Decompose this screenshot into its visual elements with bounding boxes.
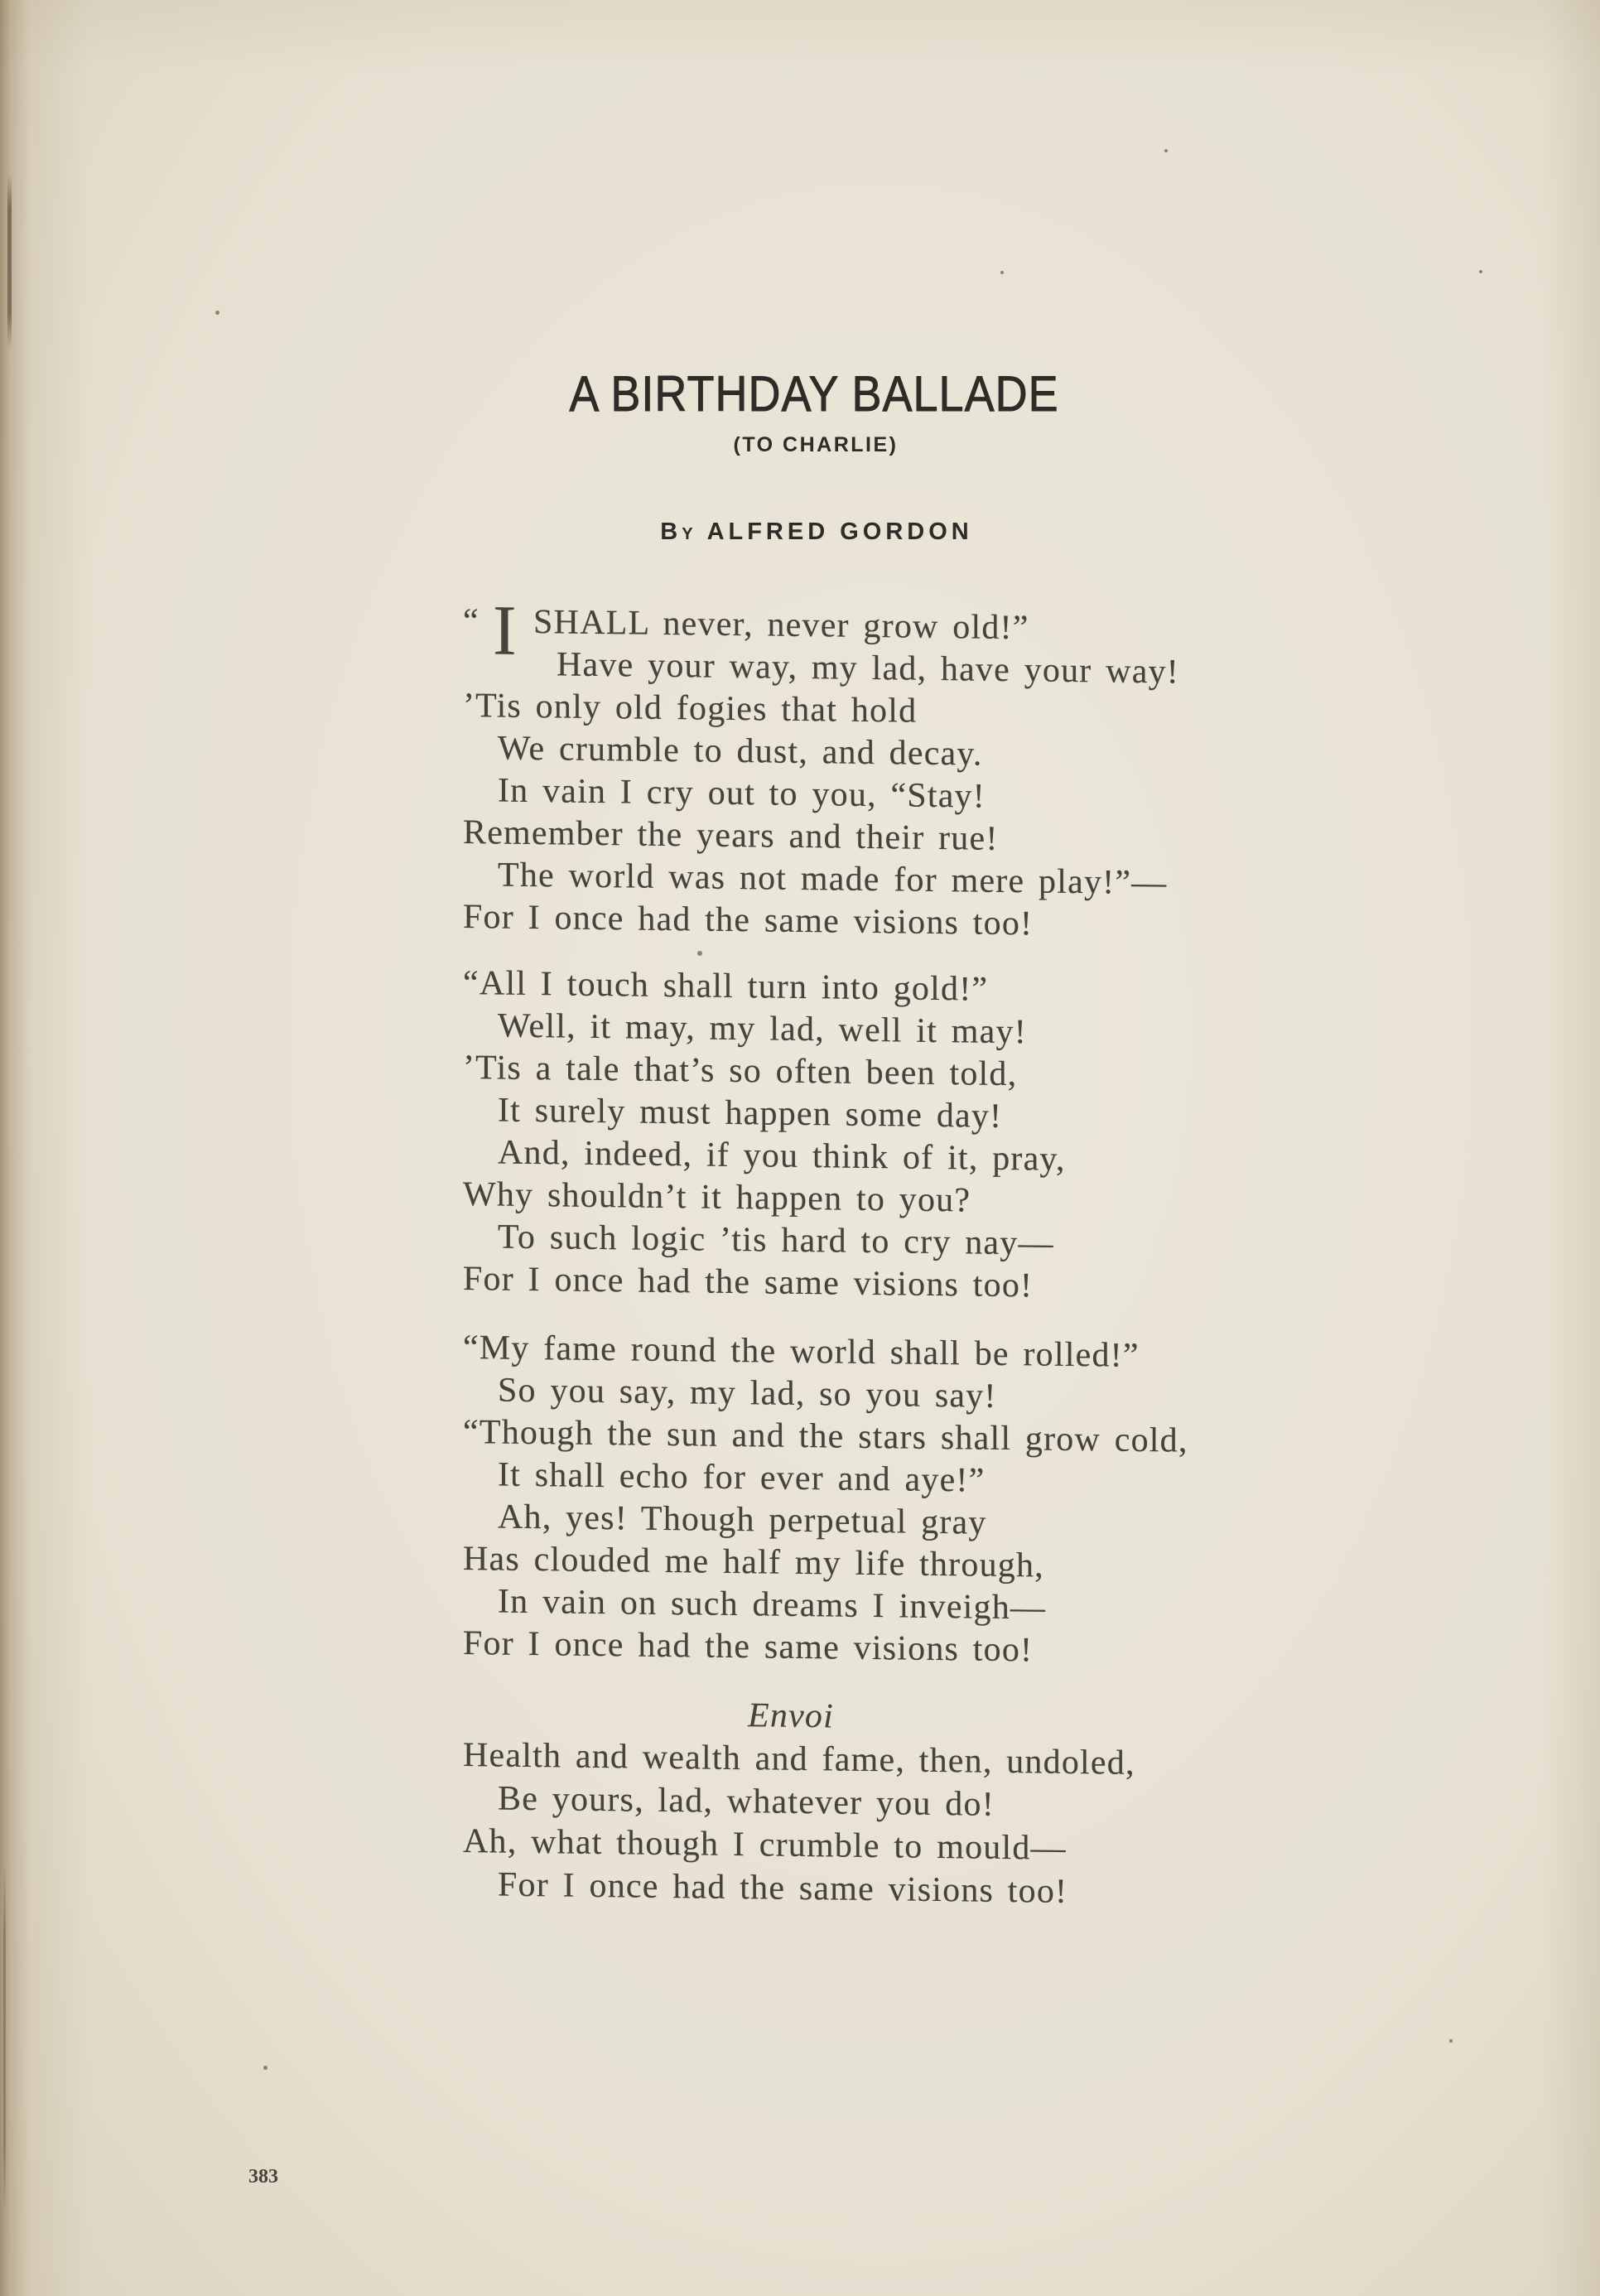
- stanza: [463, 1327, 1188, 1674]
- envoi-heading: Envoi: [748, 1696, 834, 1736]
- poem-line: For I once had the same visions too!: [498, 1865, 1068, 1911]
- stanza: [463, 962, 1066, 1308]
- stanza: [463, 590, 1179, 948]
- poem-line: It surely must happen some day!: [498, 1091, 1003, 1136]
- paper-speck: [1449, 2039, 1453, 2043]
- poem-line: ’Tis only old fogies that hold: [463, 687, 918, 731]
- poem-body: [463, 0, 1291, 2296]
- poem-line: To such logic ’tis hard to cry nay—: [498, 1218, 1054, 1263]
- paper-speck: [1479, 270, 1482, 273]
- poem-line: In vain on such dreams I inveigh—: [498, 1582, 1047, 1628]
- page-binding-edge: [7, 174, 12, 348]
- poem-line: Have your way, my lad, have your way!: [557, 645, 1179, 692]
- author-name: ALFRED GORDON: [706, 519, 973, 545]
- poem-line: Remember the years and their rue!: [463, 813, 999, 858]
- poem-line: “My fame round the world shall be rolled!”: [463, 1329, 1140, 1375]
- drop-cap: I: [493, 590, 517, 670]
- poem-line: And, indeed, if you think of it, pray,: [498, 1133, 1066, 1179]
- poem-line: For I once had the same visions too!: [463, 898, 1034, 943]
- poem-line: Ah, yes! Though perpetual gray: [498, 1498, 987, 1542]
- poem-line: Why shouldn’t it happen to you?: [463, 1175, 971, 1220]
- poem-line: We crumble to dust, and decay.: [498, 729, 983, 774]
- poem-line: “All I touch shall turn into gold!”: [463, 964, 989, 1009]
- opening-quote: “: [463, 602, 480, 641]
- poem-dedication: (TO CHARLIE): [733, 433, 899, 456]
- poem-line: ’Tis a tale that’s so often been told,: [463, 1049, 1018, 1094]
- poem-line: Ah, what though I crumble to mould—: [463, 1822, 1067, 1868]
- paper-speck: [215, 311, 219, 315]
- poem-line: “Though the sun and the stars shall grow cold,: [463, 1413, 1188, 1460]
- paper-speck: [263, 2066, 267, 2070]
- poem-line: So you say, my lad, so you say!: [498, 1371, 997, 1416]
- page-number: 383: [248, 2166, 278, 2187]
- poem-line: For I once had the same visions too!: [463, 1260, 1034, 1305]
- poem-line: Has clouded me half my life through,: [463, 1540, 1044, 1585]
- poem-line: Health and wealth and fame, then, undoled,: [463, 1736, 1135, 1782]
- page-binding-edge: [3, 1864, 6, 2212]
- poem-line: It shall echo for ever and aye!”: [498, 1455, 986, 1500]
- poem-line: For I once had the same visions too!: [463, 1624, 1034, 1670]
- poem-title: A BIRTHDAY BALLADE: [569, 366, 1059, 422]
- envoi-stanza: [463, 1734, 1135, 1914]
- poem-line: The world was not made for mere play!”—: [498, 856, 1168, 903]
- poem-line: Be yours, lad, whatever you do!: [498, 1779, 995, 1824]
- byline-prefix: By: [660, 519, 697, 545]
- poem-line-text: SHALL never, never grow old!”: [533, 603, 1029, 648]
- poem-line: Well, it may, my lad, well it may!: [498, 1006, 1027, 1052]
- poem-line: In vain I cry out to you, “Stay!: [498, 771, 986, 816]
